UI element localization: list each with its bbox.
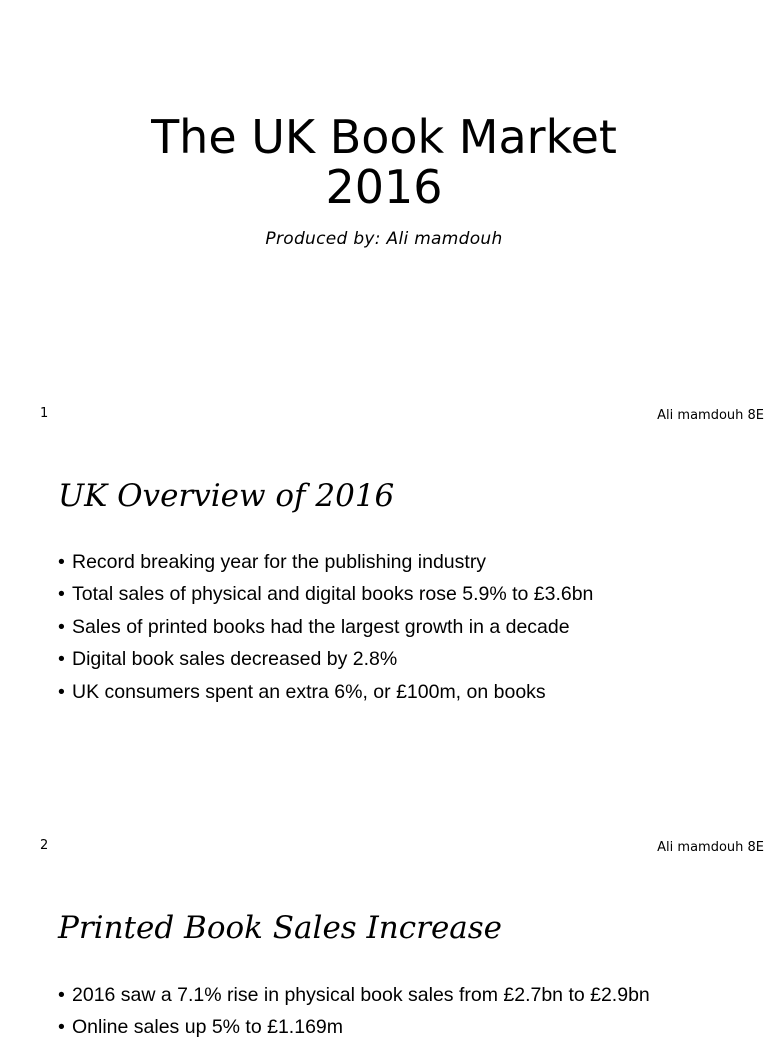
list-item-text: Online sales up 5% to £1.169m xyxy=(72,1016,344,1039)
footer-author: Ali mamdouh 8E xyxy=(657,840,764,855)
bullet-icon: • xyxy=(58,648,65,671)
slide-subtitle: Produced by: Ali mamdouh xyxy=(265,229,503,249)
page-number: 2 xyxy=(40,838,49,853)
bullet-list xyxy=(58,546,758,708)
slide-heading: UK Overview of 2016 xyxy=(58,478,395,514)
page-number: 1 xyxy=(40,406,49,421)
list-item-text: Sales of printed books had the largest growth in a decade xyxy=(72,615,570,638)
slide-2 xyxy=(0,432,768,864)
bullet-icon: • xyxy=(58,984,65,1006)
list-item-text: 2016 saw a 7.1% rise in physical book sales from £2.7bn to £2.9bn xyxy=(72,984,650,1006)
bullet-icon: • xyxy=(58,1016,65,1039)
slide-3 xyxy=(0,864,768,1039)
list-item-text: Total sales of physical and digital books rose 5.9% to £3.6bn xyxy=(72,583,594,606)
bullet-list xyxy=(58,979,758,1044)
list-item-text: UK consumers spent an extra 6%, or £100m, on books xyxy=(72,680,546,703)
list-item xyxy=(58,578,758,610)
slide-heading: Printed Book Sales Increase xyxy=(58,910,503,946)
list-item xyxy=(58,546,758,578)
list-item xyxy=(58,676,758,708)
footer-author: Ali mamdouh 8E xyxy=(657,408,764,423)
list-item-text: Digital book sales decreased by 2.8% xyxy=(72,648,398,671)
bullet-icon: • xyxy=(58,615,65,638)
list-item xyxy=(58,979,758,1011)
slide-1 xyxy=(0,0,768,432)
bullet-icon: • xyxy=(58,551,65,573)
title-line-1: The UK Book Market xyxy=(151,110,617,164)
list-item xyxy=(58,643,758,675)
bullet-icon: • xyxy=(58,583,65,606)
slide-title xyxy=(0,112,768,212)
list-item xyxy=(58,1011,758,1043)
title-line-2: 2016 xyxy=(325,160,443,214)
list-item xyxy=(58,611,758,643)
list-item-text: Record breaking year for the publishing industry xyxy=(72,551,487,573)
bullet-icon: • xyxy=(58,680,65,703)
